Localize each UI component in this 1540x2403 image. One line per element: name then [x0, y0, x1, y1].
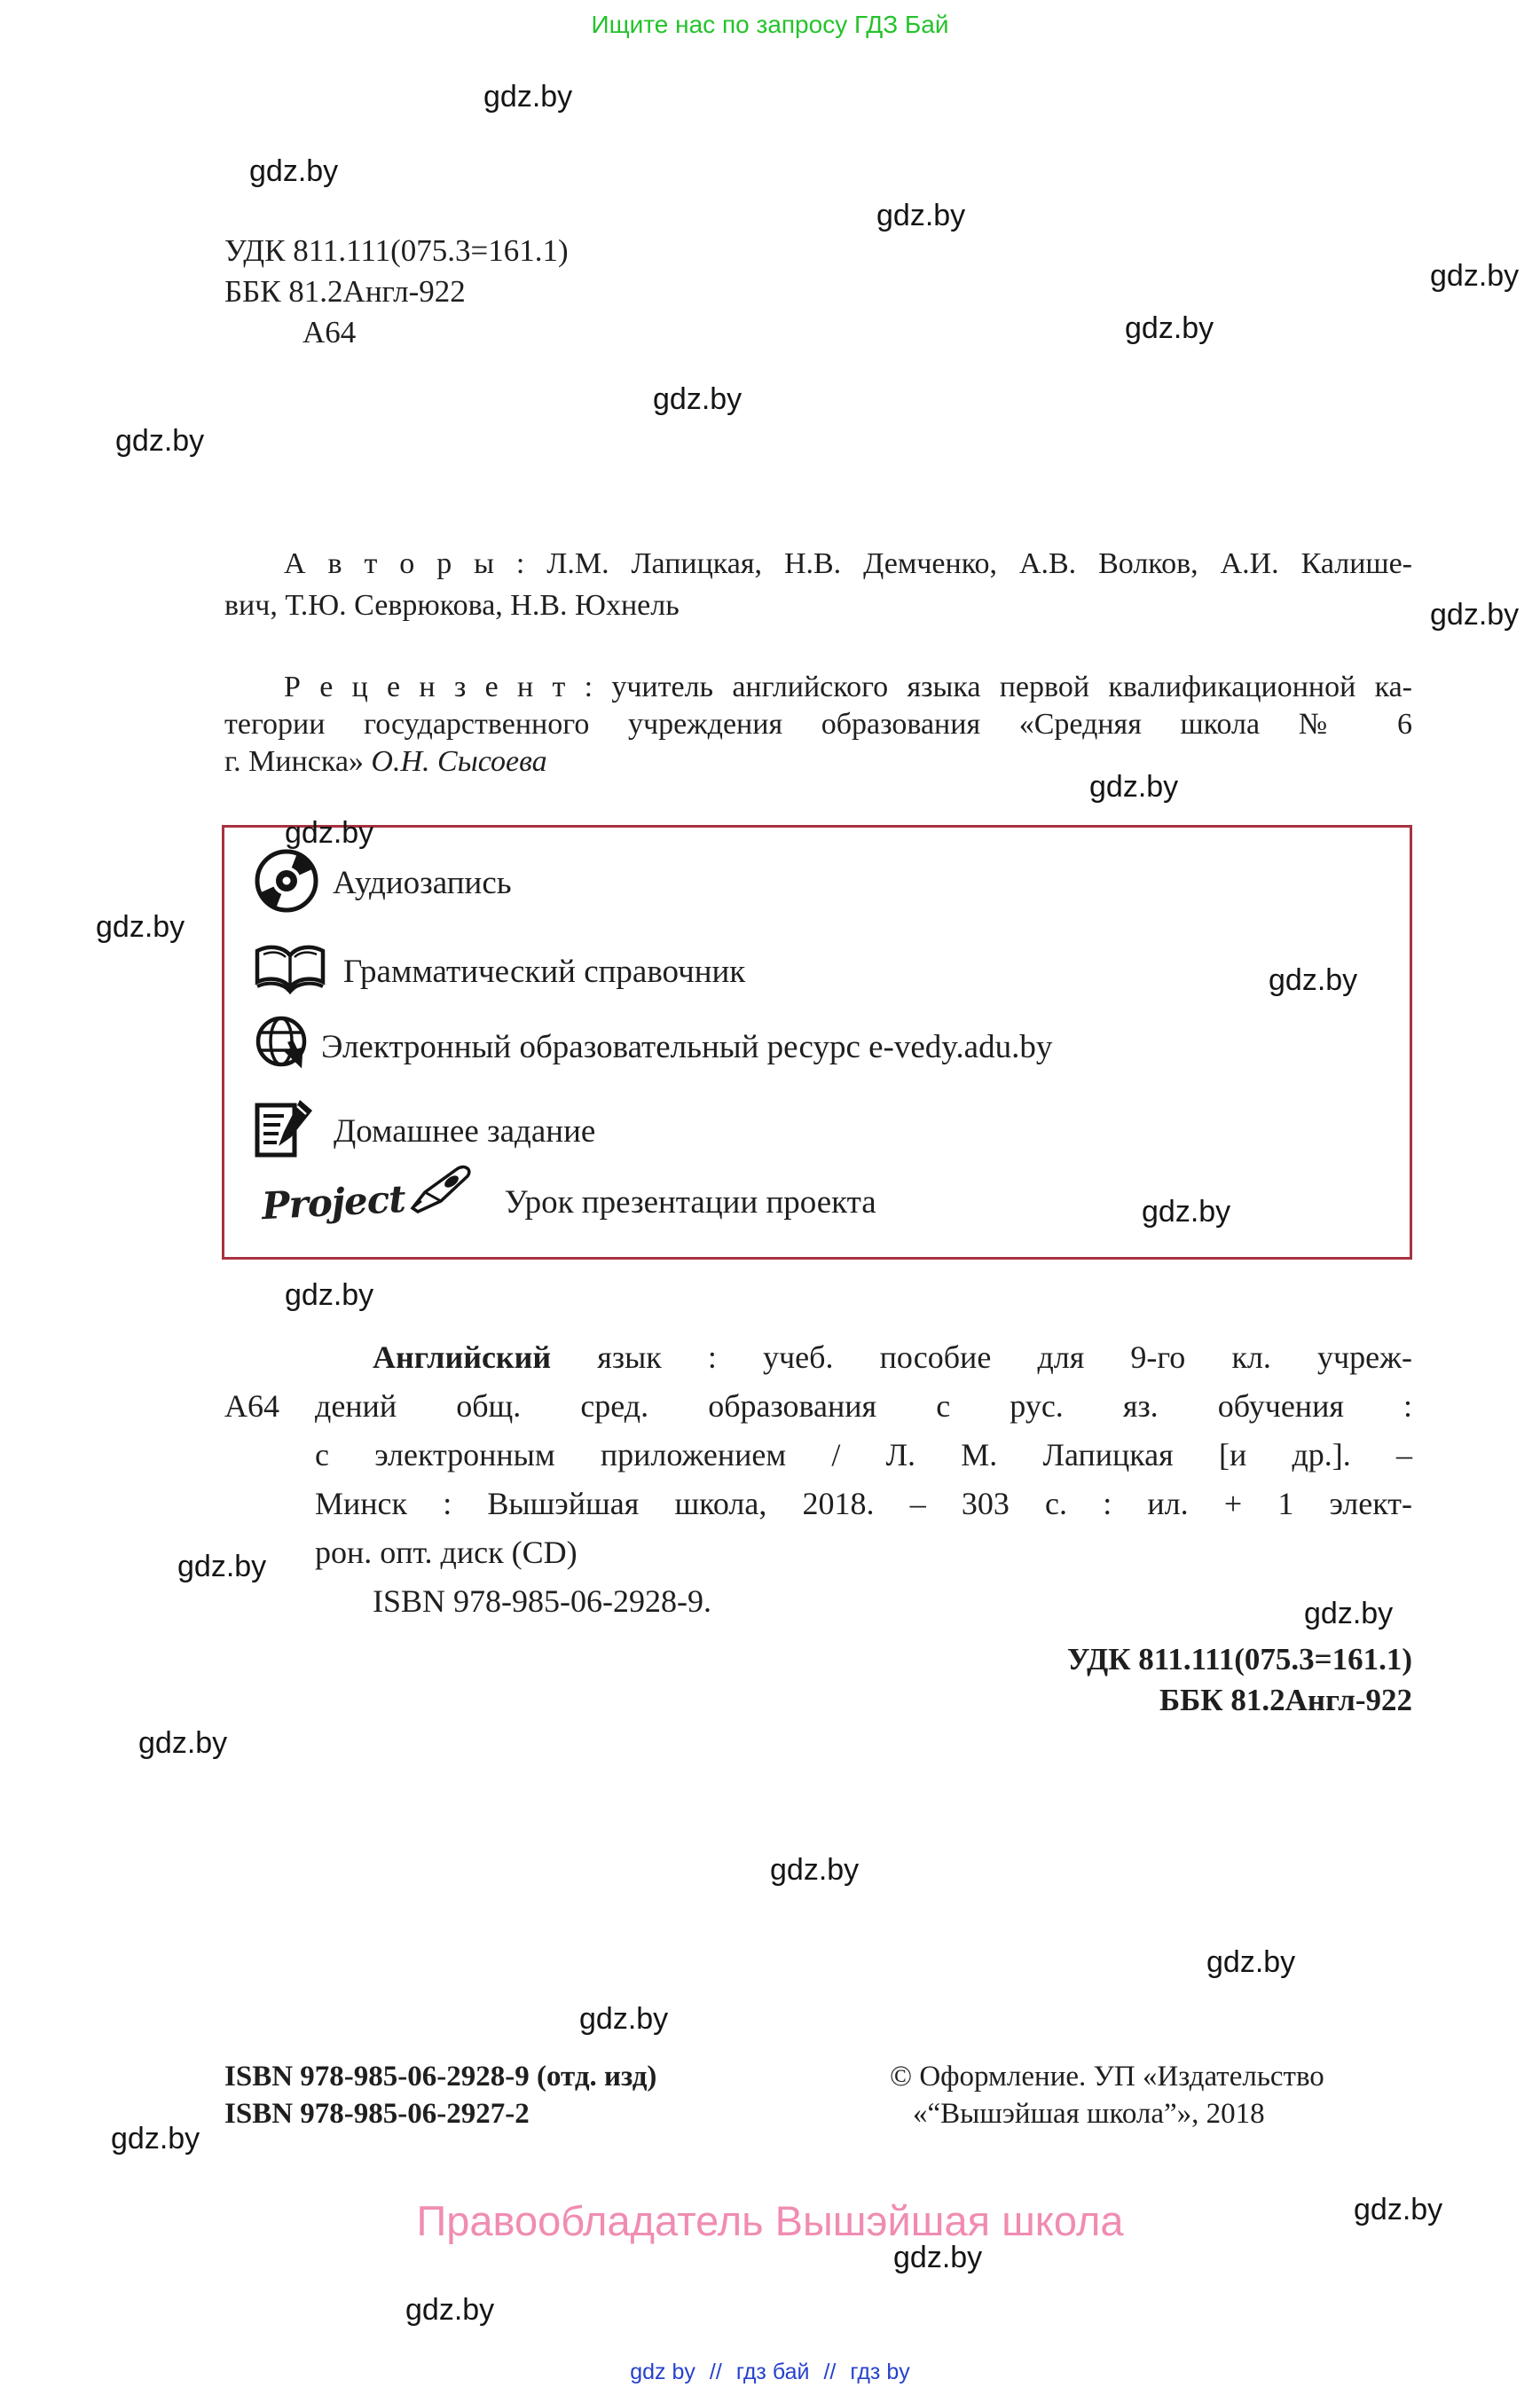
gdz-watermark: gdz.by — [285, 816, 374, 850]
footer-separator: // — [709, 2360, 722, 2384]
gdz-watermark: gdz.by — [405, 2293, 495, 2327]
authors-line-1: А в т о р ы : Л.М. Лапицкая, Н.В. Демченко, А.В. Волков, А.И. Калише- — [284, 547, 1412, 580]
annotation-line-2 — [224, 1382, 1412, 1431]
author-sign: А64 — [302, 315, 357, 349]
annotation-line-5: рон. опт. диск (CD) — [315, 1535, 578, 1570]
legend-row-project — [260, 1176, 876, 1229]
gdz-watermark: gdz.by — [876, 199, 966, 232]
gdz-watermark: gdz.by — [1430, 598, 1520, 632]
homework-icon — [254, 1098, 319, 1165]
copyright-line-1: © Оформление. УП «Издательство — [890, 2061, 1324, 2093]
legend-label-homework: Домашнее задание — [334, 1113, 596, 1150]
gdz-watermark: gdz.by — [1354, 2193, 1443, 2226]
legend-label-eresource: Электронный образовательный ресурс e-vedy.adu.by — [321, 1029, 1053, 1065]
footer-link-gdz-bai[interactable]: гдз бай — [735, 2360, 810, 2384]
reviewer-line-1: Р е ц е н з е н т : учитель английского языка первой квалификационной ка- — [284, 671, 1412, 703]
globe-icon — [252, 1014, 314, 1080]
bbk-code: ББК 81.2Англ-922 — [224, 274, 466, 309]
gdz-watermark: gdz.by — [770, 1853, 860, 1887]
isbn-line-2: ISBN 978-985-06-2927-2 — [224, 2098, 530, 2130]
footer-links — [0, 2360, 1540, 2385]
gdz-watermark: gdz.by — [893, 2241, 983, 2274]
annotation-line-4: Минск : Вышэйшая школа, 2018. – 303 с. : ил. + 1 элект- — [315, 1486, 1412, 1521]
gdz-watermark: gdz.by — [177, 1550, 267, 1583]
gdz-watermark: gdz.by — [1206, 1945, 1296, 1979]
isbn-line-1: ISBN 978-985-06-2928-9 (отд. изд) — [224, 2061, 657, 2093]
footer-separator: // — [823, 2360, 837, 2384]
legend-label-project: Урок презентации проекта — [504, 1184, 876, 1221]
book-icon — [251, 943, 329, 1001]
annotation-line-1 — [224, 1333, 1412, 1382]
gdz-watermark: gdz.by — [1142, 1195, 1231, 1229]
annotation-title: Английский — [373, 1339, 552, 1375]
legend-row-homework — [254, 1098, 595, 1165]
reviewer-paragraph — [224, 669, 1412, 781]
udk-code: УДК 811.111(075.3=161.1) — [224, 233, 569, 268]
gdz-watermark: gdz.by — [1304, 1597, 1394, 1630]
legend-box — [222, 825, 1412, 1260]
gdz-watermark: gdz.by — [653, 382, 742, 416]
annotation-line-2-text: дений общ. сред. образования с рус. яз. обучения : — [315, 1388, 1412, 1424]
gdz-watermark: gdz.by — [579, 2002, 669, 2036]
annotation-block — [224, 1333, 1412, 1626]
gdz-watermark: gdz.by — [249, 154, 339, 188]
annotation-line-3: с электронным приложением / Л. М. Лапицкая [и др.]. – — [315, 1437, 1412, 1472]
gdz-watermark: gdz.by — [1269, 963, 1358, 997]
gdz-watermark: gdz.by — [138, 1726, 228, 1760]
reviewer-line-3 — [224, 743, 1412, 781]
gdz-watermark: gdz.by — [1430, 259, 1520, 293]
udk-code-bottom: УДК 811.111(075.3=161.1) — [1066, 1642, 1412, 1677]
isbn-block — [224, 2058, 656, 2132]
cd-icon — [253, 847, 320, 919]
annotation-line-1-rest: язык : учеб. пособие для 9-го кл. учреж- — [551, 1339, 1412, 1375]
authors-line-2: вич, Т.Ю. Севрюкова, Н.В. Юхнель — [224, 589, 680, 622]
reviewer-line-3-prefix: г. Минска» — [224, 745, 372, 778]
footer-link-gdz-by[interactable]: gdz by — [630, 2360, 695, 2384]
reviewer-name: О.Н. Сысоева — [371, 745, 547, 778]
rights-holder-note: Правообладатель Вышэйшая школа — [416, 2197, 1124, 2244]
bbk-code-bottom: ББК 81.2Англ-922 — [1159, 1683, 1412, 1717]
classification-bottom — [224, 1639, 1412, 1721]
legend-label-grammar: Грамматический справочник — [343, 954, 746, 990]
reviewer-line-2: тегории государственного учреждения образования «Средняя школа № 6 — [224, 708, 1412, 741]
authors-paragraph — [224, 543, 1412, 626]
gdz-watermark: gdz.by — [115, 424, 205, 458]
legend-row-eresource — [252, 1014, 1052, 1080]
annotation-isbn: ISBN 978-985-06-2928-9. — [373, 1583, 711, 1619]
gdz-watermark: gdz.by — [483, 80, 573, 114]
gdz-watermark: gdz.by — [285, 1278, 374, 1312]
gdz-watermark: gdz.by — [96, 910, 185, 944]
project-pen-icon — [407, 1162, 478, 1220]
annotation-code: А64 — [224, 1388, 279, 1424]
gdz-watermark: gdz.by — [1125, 311, 1214, 345]
legend-row-grammar — [251, 943, 745, 1001]
footer-link-gdz-by-2[interactable]: гдз by — [850, 2360, 910, 2384]
gdz-watermark: gdz.by — [111, 2122, 200, 2156]
legend-row-audio — [253, 847, 512, 919]
gdz-watermark: gdz.by — [1089, 770, 1179, 804]
legend-label-audio: Аудиозапись — [333, 865, 512, 901]
copyright-line-2: «“Вышэйшая школа”», 2018 — [913, 2098, 1265, 2130]
copyright-block — [890, 2058, 1324, 2132]
promo-banner: Ищите нас по запросу ГДЗ Бай — [591, 11, 949, 38]
project-word: Project — [260, 1176, 406, 1229]
classification-top — [224, 231, 569, 353]
